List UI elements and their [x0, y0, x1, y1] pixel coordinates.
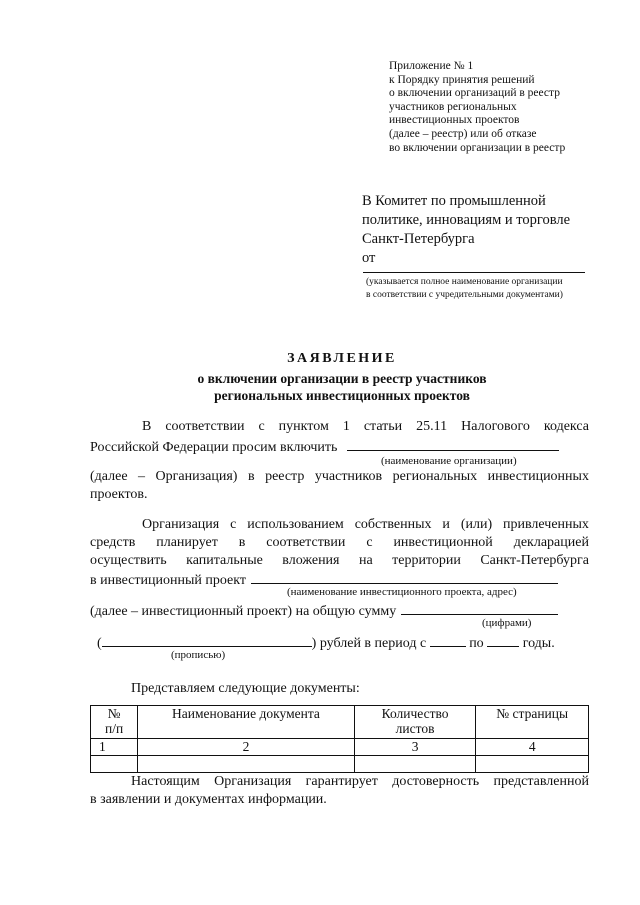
para1-line2 — [90, 436, 559, 457]
word: и — [442, 517, 450, 532]
table-number-row — [91, 739, 589, 756]
table-cell[interactable] — [354, 756, 476, 773]
para2-line3 — [90, 552, 589, 570]
table-cell[interactable] — [476, 756, 589, 773]
period-start-blank[interactable] — [430, 632, 466, 647]
addressee-line: В Комитет по промышленной — [362, 193, 546, 209]
amount-words-blank[interactable] — [102, 632, 312, 647]
para1-line1 — [142, 418, 589, 436]
table-cell[interactable] — [138, 756, 355, 773]
word: соответствии — [165, 419, 245, 434]
appendix-line: участников региональных — [389, 100, 517, 113]
para1-line4: проектов. — [90, 487, 148, 502]
amount-digits-hint: (цифрами) — [482, 617, 532, 629]
amount-digits-blank[interactable] — [401, 600, 558, 615]
para2-line6 — [97, 632, 555, 653]
appendix-line: Приложение № 1 — [389, 60, 474, 72]
appendix-line: во включении организации в реестр — [389, 141, 566, 154]
addressee-block — [362, 192, 622, 268]
word: с — [230, 517, 237, 532]
para2-line5-text: (далее – инвестиционный проект) на общую сумму — [90, 604, 397, 619]
word: 1 — [342, 419, 350, 434]
period-text: ) рублей в период с — [311, 636, 427, 651]
para1-line2-text: Российской Федерации просим включить — [90, 440, 338, 455]
word: достоверность — [392, 774, 480, 789]
table-cell: 3 — [354, 739, 476, 756]
amount-words-hint: (прописью) — [171, 649, 226, 661]
from-blank-line — [363, 272, 585, 273]
table-header-cell — [138, 706, 355, 739]
word: пунктом — [278, 419, 329, 434]
para1-line3 — [90, 468, 589, 486]
word: Настоящим — [131, 774, 200, 789]
word: соответствии — [266, 535, 346, 550]
documents-intro: Представляем следующие документы: — [131, 681, 360, 696]
table-cell: 2 — [138, 739, 355, 756]
table-header-cell — [91, 706, 138, 739]
word: Организация — [214, 774, 292, 789]
word: собственных — [354, 517, 432, 532]
project-name-hint: (наименование инвестиционного проекта, адрес) — [287, 586, 517, 598]
word: участников — [314, 469, 383, 484]
table-row[interactable] — [91, 756, 589, 773]
from-hint-line: (указывается полное наименование организации — [366, 277, 563, 287]
appendix-line: (далее – реестр) или об отказе — [389, 127, 537, 140]
addressee-line: Санкт-Петербурга — [362, 231, 475, 247]
from-hint — [366, 276, 606, 302]
word: статьи — [363, 419, 403, 434]
word: (или) — [460, 517, 493, 532]
word: в — [238, 535, 246, 550]
word: привлеченных — [503, 517, 589, 532]
period-po-text: по — [469, 636, 484, 651]
organization-name-blank[interactable] — [347, 436, 559, 451]
word: капитальные — [186, 553, 263, 568]
table-cell: 1 — [91, 739, 138, 756]
table-header-row — [91, 706, 589, 739]
guarantee-line2: в заявлении и документах информации. — [90, 792, 327, 807]
para2-line4-text: в инвестиционный проект — [90, 573, 246, 588]
header-text: Наименование документа — [172, 706, 320, 721]
word: 25.11 — [416, 419, 448, 434]
word: (далее — [90, 469, 128, 484]
project-name-blank[interactable] — [251, 569, 558, 584]
word: осуществить — [90, 553, 167, 568]
word: с — [366, 535, 373, 550]
guarantee-line1 — [131, 773, 589, 791]
organization-name-hint: (наименование организации) — [381, 455, 517, 467]
document-subtitle-line: региональных инвестиционных проектов — [214, 388, 470, 403]
word: В — [142, 419, 152, 434]
table-cell: 4 — [476, 739, 589, 756]
appendix-line: инвестиционных проектов — [389, 114, 520, 127]
addressee-line: политике, инновациям и торговле — [362, 212, 571, 228]
document-title: ЗАЯВЛЕНИЕ — [287, 351, 397, 366]
word: Организация) — [155, 469, 238, 484]
appendix-note — [389, 60, 629, 155]
addressee-from: от — [362, 250, 376, 266]
header-text: № страницы — [496, 706, 569, 721]
appendix-line: о включении организаций в реестр — [389, 87, 560, 100]
word: планирует — [156, 535, 218, 550]
word: региональных — [392, 469, 478, 484]
word: реестр — [265, 469, 305, 484]
header-text: № — [107, 706, 121, 721]
word: – — [138, 469, 146, 484]
table-cell[interactable] — [91, 756, 138, 773]
word: Санкт-Петербурга — [480, 553, 589, 568]
document-subtitle-line: о включении организации в реестр участников — [197, 371, 487, 386]
word: в — [247, 469, 255, 484]
table-header-cell — [354, 706, 476, 739]
header-text: листов — [395, 721, 435, 736]
word: на — [358, 553, 373, 568]
word: инвестиционной — [393, 535, 493, 550]
word: представленной — [493, 774, 589, 789]
documents-table — [90, 705, 589, 773]
header-text: п/п — [105, 721, 124, 736]
header-text: Количество — [381, 706, 449, 721]
table-header-cell — [476, 706, 589, 739]
period-years-text: годы. — [522, 636, 555, 651]
word: с — [258, 419, 265, 434]
para2-line2 — [90, 534, 589, 552]
period-end-blank[interactable] — [487, 632, 519, 647]
word: кодекса — [543, 419, 589, 434]
appendix-line: к Порядку принятия решений — [389, 73, 535, 86]
from-hint-line: в соответствии с учредительными документами) — [366, 290, 563, 300]
para2-line1 — [142, 516, 589, 534]
open-paren: ( — [97, 636, 102, 651]
word: Налогового — [461, 419, 530, 434]
word: Организация — [142, 517, 220, 532]
word: использованием — [247, 517, 344, 532]
word: инвестиционных — [487, 469, 589, 484]
word: декларацией — [513, 535, 589, 550]
word: вложения — [282, 553, 340, 568]
word: гарантирует — [305, 774, 378, 789]
word: территории — [392, 553, 461, 568]
word: средств — [90, 535, 136, 550]
